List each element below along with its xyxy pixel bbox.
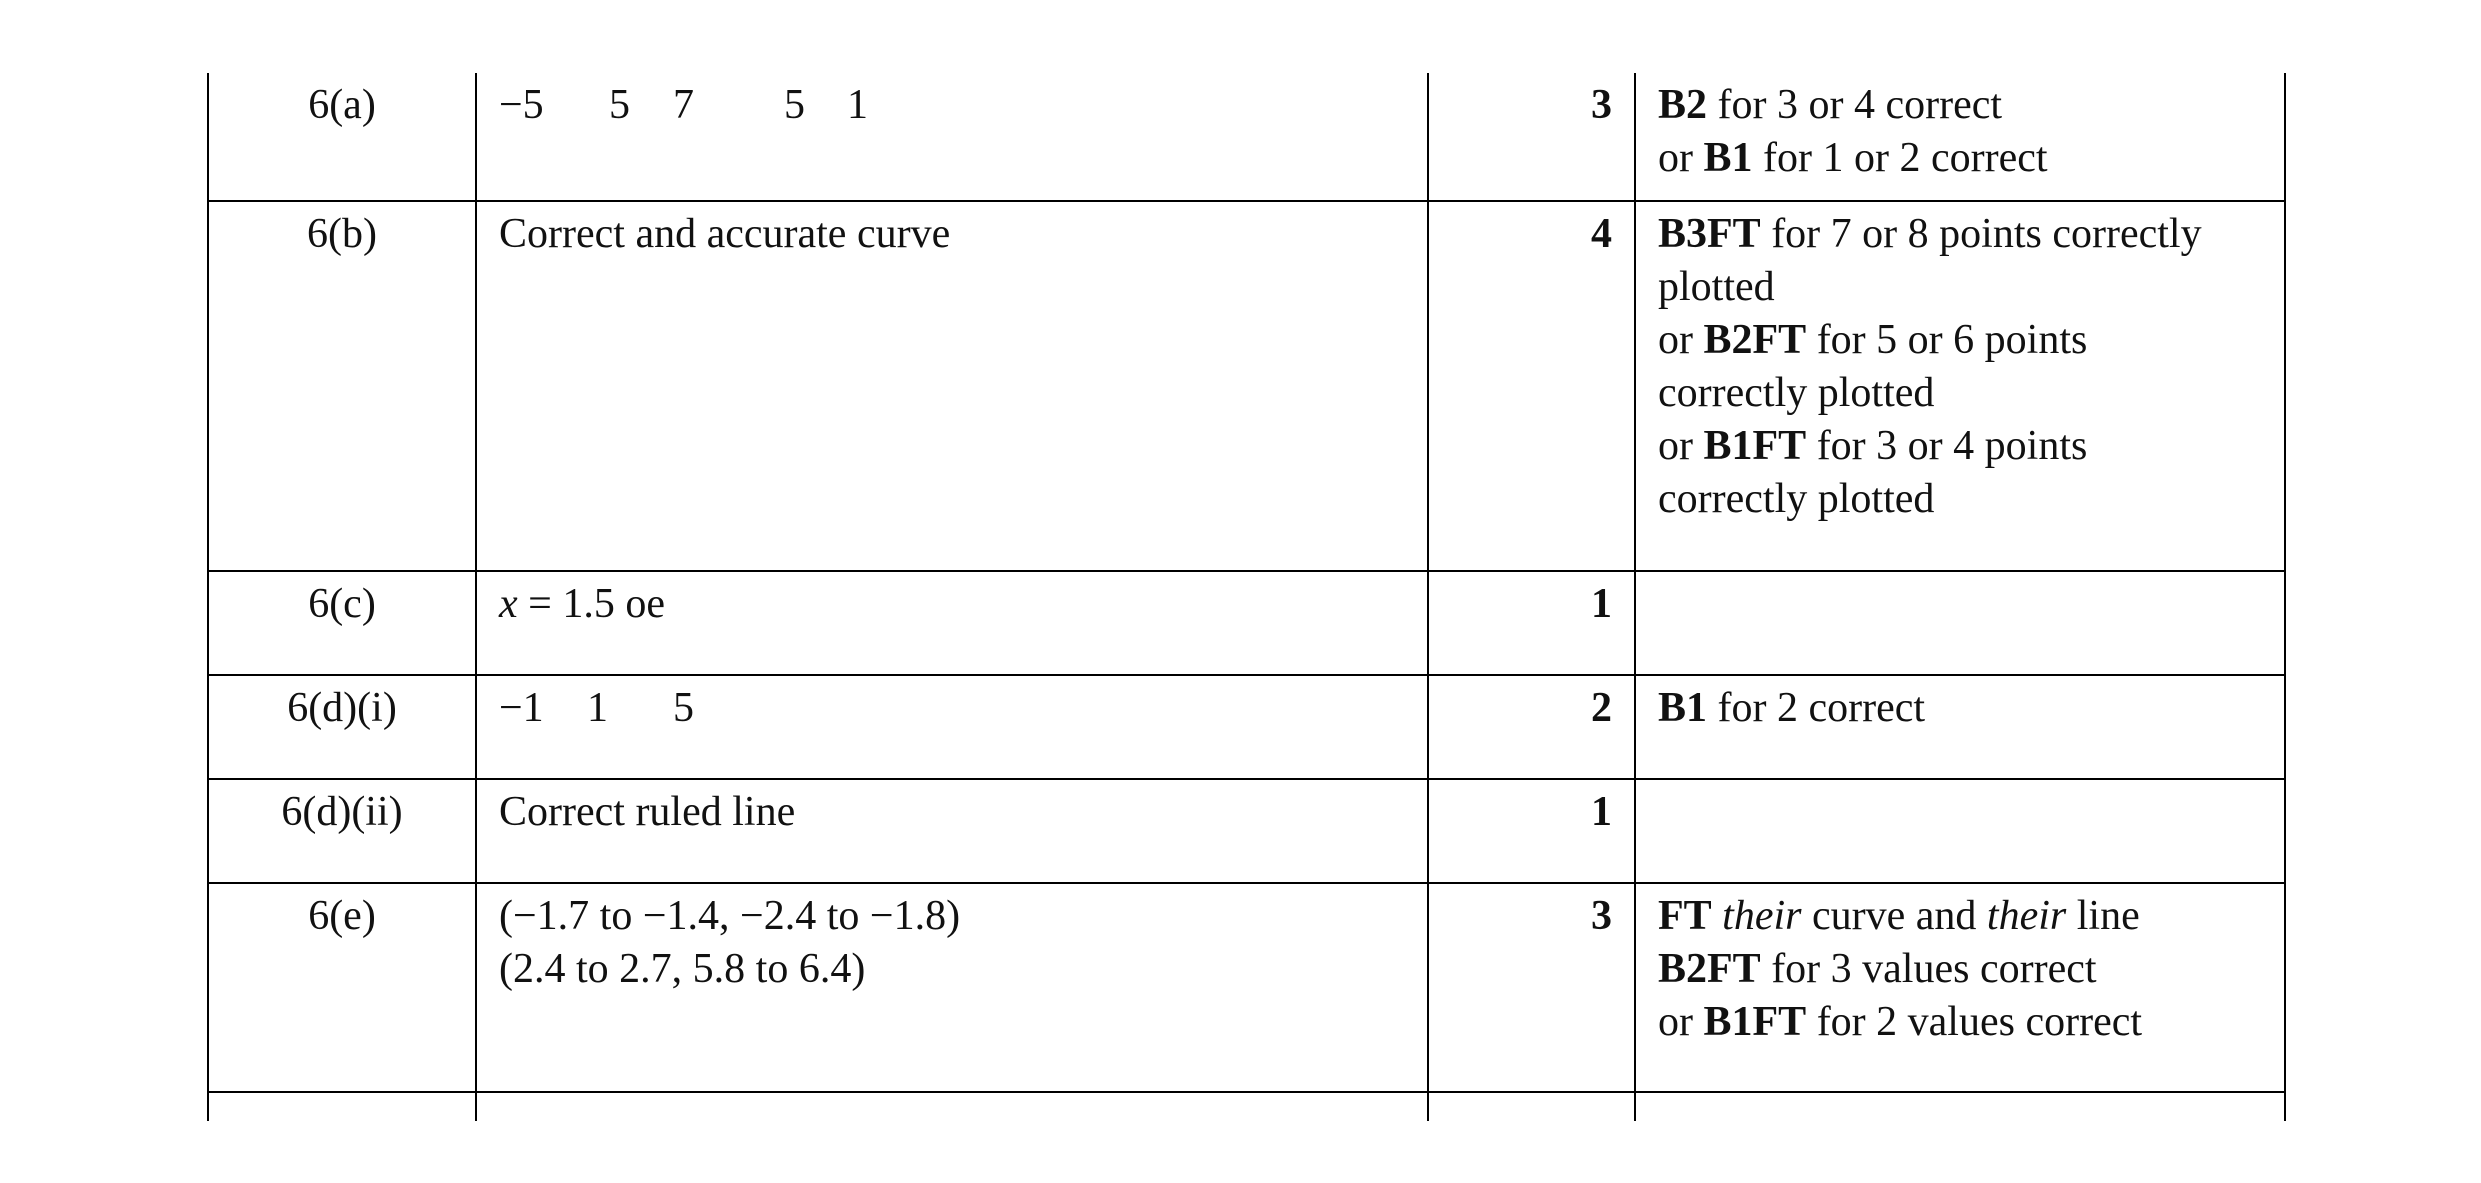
table-row [208,201,2285,571]
guidance-line: FT their curve and their line [1658,893,2140,939]
answer-values [499,685,694,731]
question-number: 6(c) [208,571,476,675]
answer-cell: Correct and accurate curve [476,201,1428,571]
table-row [208,1092,2285,1121]
guidance-line: B1 for 2 correct [1658,685,1926,731]
answer-value: 7 [673,82,694,128]
guidance-line: B3FT for 7 or 8 points correctly [1658,211,2202,257]
guidance-line: correctly plotted [1658,476,1935,522]
answer-value: −1 [499,685,544,731]
marks: 1 [1428,779,1635,883]
guidance-line: plotted [1658,264,1775,310]
guidance-cell [1635,201,2285,571]
answer-value: 5 [609,82,630,128]
guidance-cell [1635,883,2285,1092]
table-row [208,779,2285,883]
answer-text: = 1.5 oe [517,581,665,627]
guidance-line: correctly plotted [1658,370,1935,416]
answer-cell [476,883,1428,1092]
question-number: 6(d)(i) [208,675,476,779]
guidance-line: or B1FT for 2 values correct [1658,999,2143,1045]
question-number: 6(d)(ii) [208,779,476,883]
guidance-cell [1635,779,2285,883]
answer-cell: Correct ruled line [476,779,1428,883]
answer-cell [476,675,1428,779]
table-row [208,73,2285,201]
guidance-line: or B2FT for 5 or 6 points [1658,317,2088,363]
guidance-cell [1635,73,2285,201]
table-cell [208,1092,476,1121]
answer-line: (−1.7 to −1.4, −2.4 to −1.8) [499,893,961,939]
answer-cell [476,571,1428,675]
question-number: 6(b) [208,201,476,571]
question-number: 6(a) [208,73,476,201]
mark-scheme-table [207,73,2286,1121]
table-cell [1635,1092,2285,1121]
guidance-line: or B1FT for 3 or 4 points [1658,423,2088,469]
answer-value: 1 [587,685,608,731]
question-number: 6(e) [208,883,476,1092]
answer-cell [476,73,1428,201]
table-cell [476,1092,1428,1121]
answer-values [499,82,868,128]
guidance-cell [1635,571,2285,675]
guidance-line: B2 for 3 or 4 correct [1658,82,2003,128]
table-cell [1428,1092,1635,1121]
answer-value: −5 [499,82,544,128]
table-row [208,571,2285,675]
table-row [208,883,2285,1092]
answer-value: 5 [784,82,805,128]
table-row [208,675,2285,779]
marks: 4 [1428,201,1635,571]
marks: 2 [1428,675,1635,779]
marks: 3 [1428,73,1635,201]
answer-variable: x [499,581,518,627]
guidance-line: or B1 for 1 or 2 correct [1658,135,2048,181]
marks: 3 [1428,883,1635,1092]
answer-line: (2.4 to 2.7, 5.8 to 6.4) [499,946,866,992]
guidance-cell [1635,675,2285,779]
marks: 1 [1428,571,1635,675]
answer-value: 1 [847,82,868,128]
guidance-line: B2FT for 3 values correct [1658,946,2097,992]
answer-value: 5 [673,685,694,731]
